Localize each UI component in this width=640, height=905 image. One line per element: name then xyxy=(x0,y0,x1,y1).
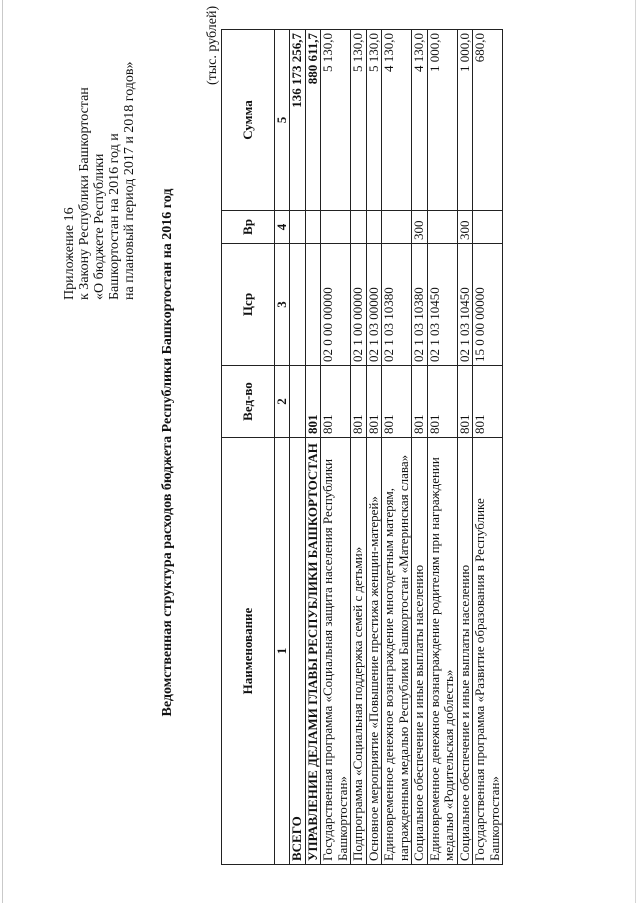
row-ved xyxy=(290,366,306,438)
appendix-header xyxy=(62,10,137,300)
row-name: УПРАВЛЕНИЕ ДЕЛАМИ ГЛАВЫ РЕСПУБЛИКИ БАШКОРТОСТАН xyxy=(305,438,321,865)
table-header-row xyxy=(222,30,275,865)
column-header-vr: Вр xyxy=(222,211,275,244)
row-ved: 801 xyxy=(412,366,428,438)
column-number-row xyxy=(275,30,290,865)
row-csr: 02 1 03 10450 xyxy=(457,244,473,366)
appendix-line: Приложение 16 xyxy=(62,207,77,300)
row-vr: 300 xyxy=(412,211,428,244)
document-title: Ведомственная структура расходов бюджета Республики Башкортостан на 2016 год xyxy=(160,188,175,717)
row-vr xyxy=(321,211,351,244)
row-ved: 801 xyxy=(473,366,503,438)
appendix-line: на плановый период 2017 и 2018 годов» xyxy=(122,61,137,300)
column-header-csr: Цср xyxy=(222,244,275,366)
row-vr xyxy=(305,211,321,244)
table-row xyxy=(382,30,412,865)
row-ved: 801 xyxy=(366,366,382,438)
table-row-total xyxy=(290,30,306,865)
budget-table xyxy=(221,29,503,865)
row-ved: 801 xyxy=(305,366,321,438)
column-header-ved: Вед-во xyxy=(222,366,275,438)
table-row xyxy=(412,30,428,865)
row-vr: 300 xyxy=(457,211,473,244)
row-ved: 801 xyxy=(321,366,351,438)
table-row xyxy=(366,30,382,865)
row-ved: 801 xyxy=(351,366,367,438)
row-vr xyxy=(427,211,457,244)
row-name: Основное мероприятие «Повышение престижа женщин-матерей» xyxy=(366,438,382,865)
row-ved: 801 xyxy=(382,366,412,438)
row-name: Подпрограмма «Социальная поддержка семей с детьми» xyxy=(351,438,367,865)
row-csr: 02 1 03 00000 xyxy=(366,244,382,366)
appendix-line: Башкортостан на 2016 год и xyxy=(107,133,122,300)
appendix-line: «О бюджете Республики xyxy=(92,153,107,300)
column-number: 3 xyxy=(275,244,290,366)
row-amount: 5 130,0 xyxy=(366,30,382,211)
row-csr: 02 1 00 00000 xyxy=(351,244,367,366)
row-amount: 1 000,0 xyxy=(427,30,457,211)
table-row xyxy=(351,30,367,865)
row-name: Социальное обеспечение и иные выплаты населению xyxy=(457,438,473,865)
row-csr xyxy=(305,244,321,366)
row-csr: 15 0 00 00000 xyxy=(473,244,503,366)
row-amount: 1 000,0 xyxy=(457,30,473,211)
row-vr xyxy=(382,211,412,244)
row-name: Единовременное денежное вознаграждение многодетным матерям, награжденным медалью Республики Башкортостан «Материнская слава» xyxy=(382,438,412,865)
row-name: Единовременное денежное вознаграждение родителям при награждении медалью «Родительская доблесть» xyxy=(427,438,457,865)
units-label: (тыс. рублей) xyxy=(205,5,220,85)
column-number: 1 xyxy=(275,438,290,865)
row-amount: 136 173 256,7 xyxy=(290,30,306,211)
row-csr: 02 1 03 10380 xyxy=(382,244,412,366)
row-csr xyxy=(290,244,306,366)
row-amount: 680,0 xyxy=(473,30,503,211)
row-amount: 5 130,0 xyxy=(321,30,351,211)
table-row xyxy=(427,30,457,865)
column-number: 4 xyxy=(275,211,290,244)
column-number: 5 xyxy=(275,30,290,211)
row-name: Государственная программа «Развитие образования в Республике Башкортостан» xyxy=(473,438,503,865)
row-amount: 4 130,0 xyxy=(412,30,428,211)
column-header-name: Наименование xyxy=(222,438,275,865)
row-amount: 4 130,0 xyxy=(382,30,412,211)
table-row xyxy=(305,30,321,865)
row-vr xyxy=(366,211,382,244)
table-row xyxy=(473,30,503,865)
row-vr xyxy=(351,211,367,244)
row-ved: 801 xyxy=(457,366,473,438)
row-vr xyxy=(290,211,306,244)
row-name: Государственная программа «Социальная защита населения Республики Башкортостан» xyxy=(321,438,351,865)
column-number: 2 xyxy=(275,366,290,438)
table-row xyxy=(321,30,351,865)
row-name: Социальное обеспечение и иные выплаты населению xyxy=(412,438,428,865)
row-csr: 02 1 03 10450 xyxy=(427,244,457,366)
appendix-line: к Закону Республики Башкортостан xyxy=(77,87,92,300)
row-ved: 801 xyxy=(427,366,457,438)
row-vr xyxy=(473,211,503,244)
column-header-amount: Сумма xyxy=(222,30,275,211)
row-csr: 02 1 03 10380 xyxy=(412,244,428,366)
row-amount: 5 130,0 xyxy=(351,30,367,211)
row-csr: 02 0 00 00000 xyxy=(321,244,351,366)
row-name: ВСЕГО xyxy=(290,438,306,865)
row-amount: 880 611,7 xyxy=(305,30,321,211)
table-row xyxy=(457,30,473,865)
